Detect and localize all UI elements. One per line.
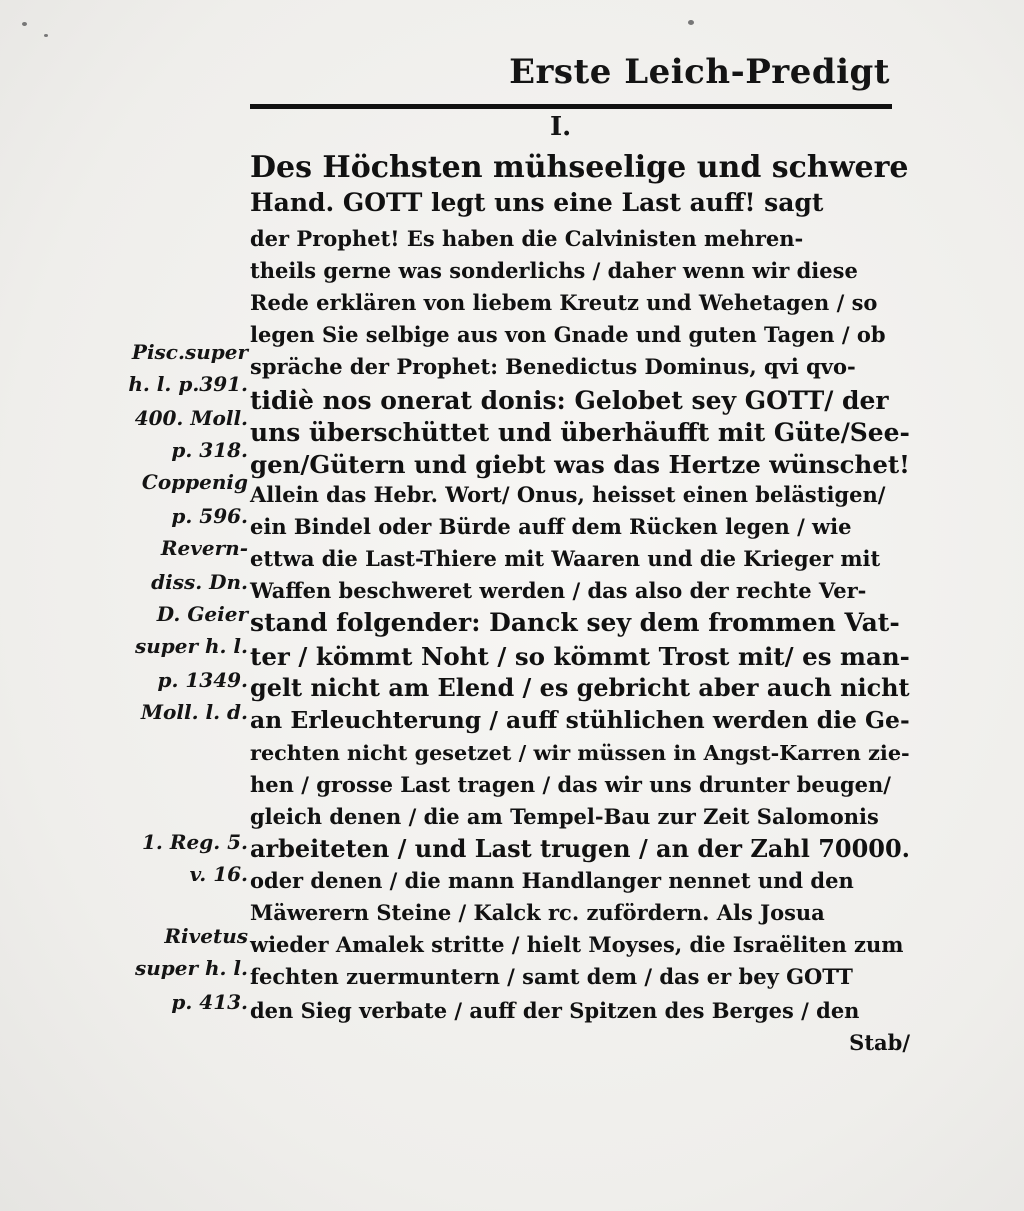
margin-note: Coppenig	[141, 470, 248, 494]
text-line: Mäwerern Steine / Kalck rc. zufördern. Als Josua	[250, 900, 825, 925]
text-line: gleich denen / die am Tempel-Bau zur Zeit Salomonis	[250, 804, 879, 829]
text-line: Stab/	[849, 1030, 910, 1055]
margin-note: Pisc.super	[131, 340, 248, 364]
text-line: arbeiteten / und Last trugen / an der Zahl 70000.	[250, 834, 910, 863]
text-line: gelt nicht am Elend / es gebricht aber auch nicht	[250, 674, 910, 702]
text-line: den Sieg verbate / auff der Spitzen des Berges / den	[250, 998, 860, 1023]
section-number: I.	[550, 112, 572, 142]
text-line: hen / grosse Last tragen / das wir uns drunter beugen/	[250, 772, 891, 797]
text-line: spräche der Prophet: Benedictus Dominus, qvi qvo-	[250, 354, 856, 379]
text-line: fechten zuermuntern / samt dem / das er bey GOTT	[250, 964, 853, 989]
margin-note: p. 596.	[171, 504, 248, 528]
text-line: rechten nicht gesetzet / wir müssen in Angst-Karren zie-	[250, 740, 910, 765]
margin-note: diss. Dn.	[151, 570, 248, 594]
text-line: Waffen beschweret werden / das also der rechte Ver-	[250, 578, 867, 603]
margin-note: Revern-	[160, 536, 248, 560]
text-line: ein Bindel oder Bürde auff dem Rücken legen / wie	[250, 514, 852, 539]
text-line: uns überschüttet und überhäufft mit Güte/See-	[250, 418, 910, 447]
text-line: gen/Gütern und giebt was das Hertze wünschet!	[250, 450, 910, 479]
text-line: der Prophet! Es haben die Calvinisten mehren-	[250, 226, 804, 251]
margin-note: D. Geier	[156, 602, 248, 626]
text-line: stand folgender: Danck sey dem frommen Vat-	[250, 608, 900, 637]
text-line: legen Sie selbige aus von Gnade und guten Tagen / ob	[250, 322, 886, 347]
text-line: Rede erklären von liebem Kreutz und Wehetagen / so	[250, 290, 878, 315]
text-line: Hand. GOTT legt uns eine Last auff! sagt	[250, 188, 824, 217]
margin-note: p. 413.	[171, 990, 248, 1014]
margin-note: super h. l.	[134, 956, 248, 980]
margin-note: p. 1349.	[157, 668, 248, 692]
margin-note: Rivetus	[164, 924, 248, 948]
text-line: ter / kömmt Noht / so kömmt Trost mit/ es man-	[250, 642, 910, 671]
text-line: Allein das Hebr. Wort/ Onus, heisset einen belästigen/	[250, 482, 886, 507]
text-line: theils gerne was sonderlichs / daher wenn wir diese	[250, 258, 858, 283]
paper-speck	[44, 34, 48, 37]
text-line: Des Höchsten mühseelige und schwere	[250, 150, 909, 185]
paper-speck	[688, 20, 694, 25]
margin-note: h. l. p.391.	[128, 372, 248, 396]
margin-note: super h. l.	[134, 634, 248, 658]
paper-speck	[22, 22, 27, 26]
text-line: wieder Amalek stritte / hielt Moyses, die Israëliten zum	[250, 932, 904, 957]
text-line: an Erleuchterung / auff stühlichen werden die Ge-	[250, 706, 910, 734]
running-header-title: Erste Leich-Predigt	[509, 52, 890, 92]
margin-note: 1. Reg. 5.	[142, 830, 248, 854]
text-line: ettwa die Last-Thiere mit Waaren und die Krieger mit	[250, 546, 881, 571]
margin-note: p. 318.	[171, 438, 248, 462]
margin-note: v. 16.	[189, 862, 248, 886]
text-line: tidiè nos onerat donis: Gelobet sey GOTT/ der	[250, 386, 889, 415]
margin-note: Moll. l. d.	[140, 700, 248, 724]
text-line: oder denen / die mann Handlanger nennet und den	[250, 868, 854, 893]
header-rule	[250, 104, 892, 109]
margin-note: 400. Moll.	[134, 406, 248, 430]
